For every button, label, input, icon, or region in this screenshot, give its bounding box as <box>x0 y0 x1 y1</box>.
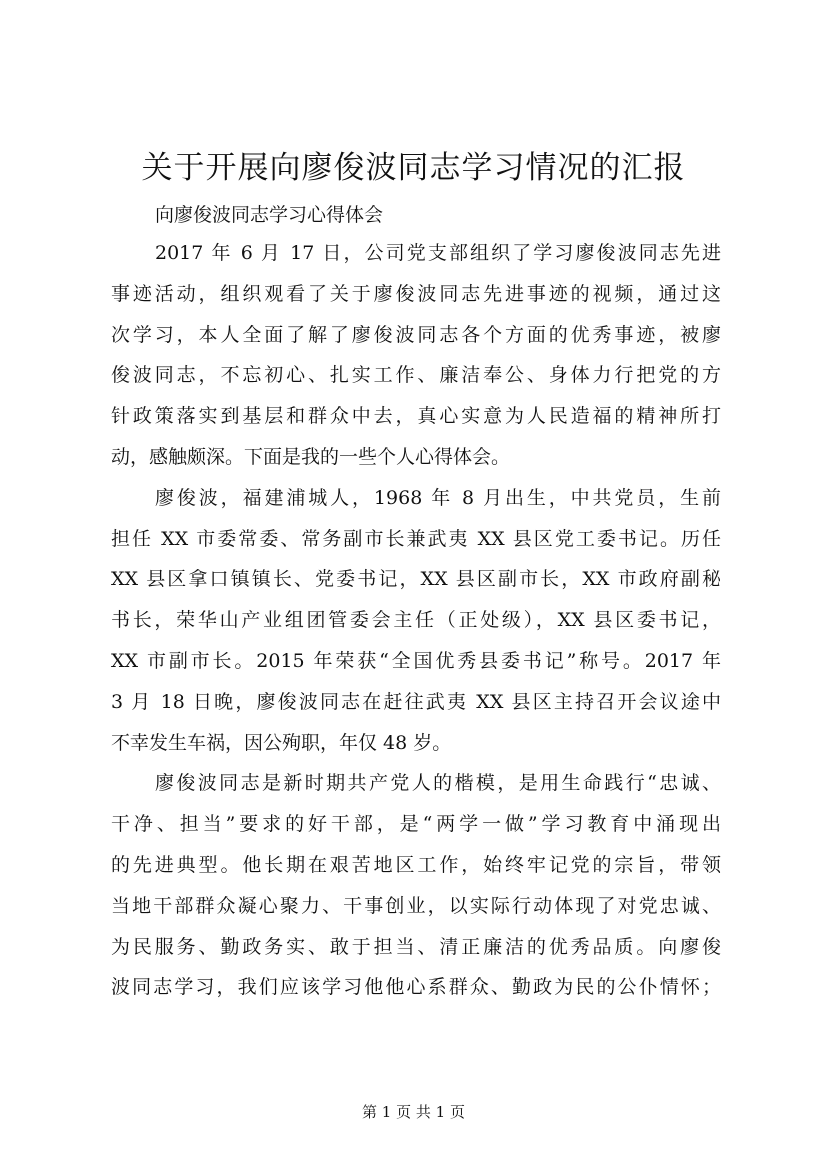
paragraph-line: XX 县区拿口镇镇长、党委书记，XX 县区副市长，XX 市政府副秘 <box>111 568 721 591</box>
paragraph-line: 的先进典型。他长期在艰苦地区工作，始终牢记党的宗旨，带领 <box>111 853 721 876</box>
paragraph-line: 当地干部群众凝心聚力、干事创业，以实际行动体现了对党忠诚、 <box>111 894 721 917</box>
paragraph-line: 事迹活动，组织观看了关于廖俊波同志先进事迹的视频，通过这 <box>111 282 721 305</box>
paragraph-1 <box>111 233 721 478</box>
paragraph-line: 廖俊波同志是新时期共产党人的楷模，是用生命践行“忠诚、 <box>155 772 721 795</box>
paragraph-2 <box>111 478 721 764</box>
document-subtitle: 向廖俊波同志学习心得体会 <box>155 204 384 226</box>
page-number-footer: 第 1 页 共 1 页 <box>362 1103 465 1121</box>
paragraph-line: 俊波同志，不忘初心、扎实工作、廉洁奉公、身体力行把党的方 <box>111 364 721 387</box>
paragraph-line: 不幸发生车祸，因公殉职，年仅 48 岁。 <box>111 731 452 754</box>
paragraph-line: 波同志学习，我们应该学习他他心系群众、勤政为民的公仆情怀； <box>111 976 721 999</box>
paragraph-line: 动，感触颇深。下面是我的一些个人心得体会。 <box>111 445 511 468</box>
paragraph-line: 书长，荣华山产业组团管委会主任（正处级），XX 县区委书记， <box>111 609 721 632</box>
paragraph-line: 针政策落实到基层和群众中去，真心实意为人民造福的精神所打 <box>111 405 721 428</box>
paragraph-line: 干净、担当”要求的好干部，是“两学一做”学习教育中涌现出 <box>111 813 721 836</box>
paragraph-line: 次学习，本人全面了解了廖俊波同志各个方面的优秀事迹，被廖 <box>111 323 721 346</box>
document-title: 关于开展向廖俊波同志学习情况的汇报 <box>141 150 686 186</box>
paragraph-line: 3 月 18 日晚，廖俊波同志在赶往武夷 XX 县区主持召开会议途中 <box>111 690 721 713</box>
paragraph-line: 担任 XX 市委常委、常务副市长兼武夷 XX 县区党工委书记。历任 <box>111 527 721 550</box>
paragraph-3 <box>111 763 721 1008</box>
paragraph-line: 廖俊波，福建浦城人，1968 年 8 月出生，中共党员，生前 <box>155 486 721 509</box>
document-body <box>111 233 721 1008</box>
paragraph-line: 为民服务、勤政务实、敢于担当、清正廉洁的优秀品质。向廖俊 <box>111 935 721 958</box>
paragraph-line: 2017 年 6 月 17 日，公司党支部组织了学习廖俊波同志先进 <box>155 242 721 264</box>
paragraph-line: XX 市副市长。2015 年荣获“全国优秀县委书记”称号。2017 年 <box>111 649 721 672</box>
